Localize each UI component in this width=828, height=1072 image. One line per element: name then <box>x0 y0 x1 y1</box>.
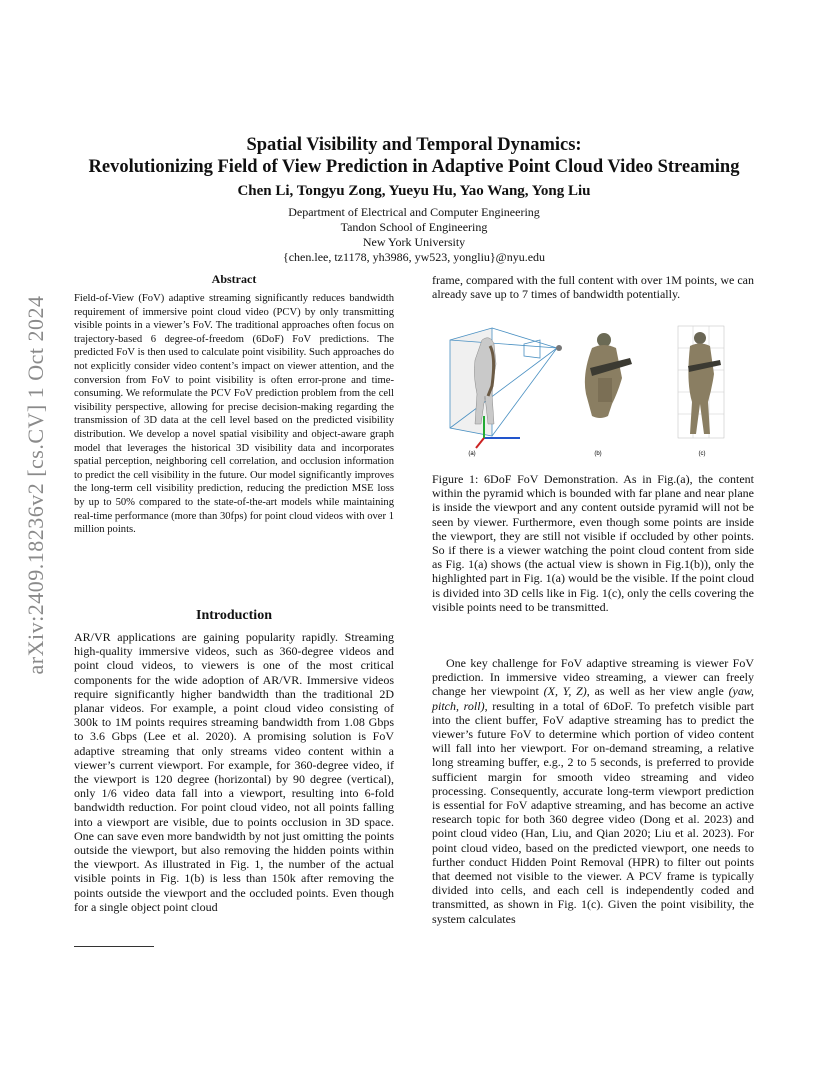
panel-b-soldier <box>585 333 632 418</box>
panel-label-a: (a) <box>468 451 476 457</box>
affiliation-university: New York University <box>362 235 466 249</box>
panel-a-frustum <box>450 328 562 448</box>
view-angle-italic: (yaw, pitch, roll) <box>432 684 754 713</box>
footnote-rule <box>74 946 154 947</box>
affiliation-dept: Department of Electrical and Computer Engineering <box>288 205 540 219</box>
title-line-2: Revolutionizing Field of View Prediction in Adaptive Point Cloud Video Streaming <box>88 157 740 177</box>
intro-paragraph-1: AR/VR applications are gaining popularity rapidly. Streaming high-quality immersive videos, such as 360-degree videos and point cloud videos, to viewers is one of the most critical components for the wide adoption of AR/VR. Immersive videos require significantly higher bandwidth than the traditional 2D planar videos. For example, a point cloud video consisting of 300k to 1M points requires streaming bandwidth from 1.08 Gbps to 3.6 Gbps (Lee et al. 2020). A promising solution is FoV adaptive streaming that only streams video content within a viewer’s current viewport. For example, for 360-degree video, if the viewport is 120 degree (horizontal) by 90 degree (vertical), only 1/6 video data fall into a viewport, resulting into 6-fold bandwidth reduction. For point cloud video, not all points falling into a viewport are visible, due to points occlusion in 3D space. One can save even more bandwidth by not just omitting the points outside the viewport, but also removing the hidden points within the viewport. As illustrated in Fig. 1, the number of the actual visible points in Fig. 1(b) is less than 150k after removing the points outside the viewport and the occluded points. Even though for a single object point cloud <box>74 630 394 914</box>
affiliation-emails: {chen.lee, tz1178, yh3986, yw523, yongliu}@nyu.edu <box>282 250 546 264</box>
panel-label-b: (b) <box>594 451 602 457</box>
figure-1-illustration <box>432 318 754 458</box>
introduction-text <box>74 630 394 914</box>
affiliation-school: Tandon School of Engineering <box>340 220 488 234</box>
right-paragraph-1: One key challenge for FoV adaptive streaming is viewer FoV prediction. In immersive video streaming, a viewer can freely change her viewpoint (X, Y, Z), as well as her view angle (yaw, pitch, roll), resulting in a total of 6DoF. To prefetch visible part into the client buffer, FoV adaptive streaming has to predict the viewer’s future FoV to determine which portion of video content will fall into her viewport. For on-demand streaming, a relative long streaming buffer, e.g., 2 to 5 seconds, is preferred to provide sufficient margin for smooth video streaming and video processing. Consequently, accurate long-term viewport prediction is essential for FoV adaptive streaming, and has become an active research topic for both 360 degree video (Dong et al. 2023) and point cloud video (Han, Liu, and Qian 2020; Liu et al. 2023). For point cloud video, based on the predicted viewport, one needs to further conduct Hidden Point Removal (HPR) to filter out points that deemed not visible to the viewer. A PCV frame is typically divided into cells, and each cell is independently coded and transmitted, as shown in Fig. 1(c). Given the point visibility, the system calculates <box>432 656 755 926</box>
panel-c-cells <box>678 326 724 438</box>
abstract-text: Field-of-View (FoV) adaptive streaming significantly reduces bandwidth requirement of immersive point cloud video (PCV) by only transmitting visible points in a viewer’s FoV. The traditional approaches often focus on trajectory-based 6 degree-of-freedom (6DoF) FoV predictions. The predicted FoV is then used to calculate point visibility. Such approaches do not explicitly consider video content’s impact on viewer attention, and the conversion from FoV to point visibility is often error-prone and time-consuming. We reformulate the PCV FoV prediction problem from the cell visibility perspective, allowing for precise decision-making regarding the transmission of 3D data at the cell level based on the predicted visibility distribution. We develop a novel spatial visibility and object-aware graph model that leverages the historical 3D visibility data and incorporates spatial perception, neighboring cell correlation, and occlusion information to predict the cell visibility in the future. Our model significantly improves the long-term cell visibility prediction, reducing the prediction MSE loss by up to 50% compared to the state-of-the-art models while maintaining real-time performance (more than 30fps) for point cloud videos with over 1 million points. <box>74 293 394 536</box>
title-line-1: Spatial Visibility and Temporal Dynamics: <box>246 135 582 155</box>
panel-label-c: (c) <box>698 451 706 457</box>
intro-continuation: frame, compared with the full content with over 1M points, we can already save up to 7 times of bandwidth potentially. <box>432 273 754 302</box>
figure-1-caption: Figure 1: 6DoF FoV Demonstration. As in Fig.(a), the content within the pyramid which is bounded with far plane and near plane is inside the viewport and any content outside pyramid will not be seen by viewer. Furthermore, even though some points are inside the viewport, they are still not visible if occluded by other points. So if there is a viewer watching the point cloud content from side as Fig. 1(a) shows (the actual view is shown in Fig.1(b)), only the highlighted part in Fig. 1(a) would be the visible. If the point cloud is divided into 3D cells like in Fig. 1(c), only the cells covering the visible points need to be transmitted. <box>432 472 754 614</box>
abstract-heading: Abstract <box>211 272 257 286</box>
affiliation <box>60 205 768 265</box>
figure-1 <box>432 318 754 458</box>
viewpoint-math: (X, Y, Z) <box>543 684 587 699</box>
introduction-heading: Introduction <box>196 608 272 623</box>
paper-title <box>60 134 768 178</box>
right-body-text <box>432 656 754 926</box>
authors: Chen Li, Tongyu Zong, Yueyu Hu, Yao Wang, Yong Liu <box>237 183 591 199</box>
arxiv-stamp: arXiv:2409.18236v2 [cs.CV] 1 Oct 2024 <box>23 295 48 675</box>
